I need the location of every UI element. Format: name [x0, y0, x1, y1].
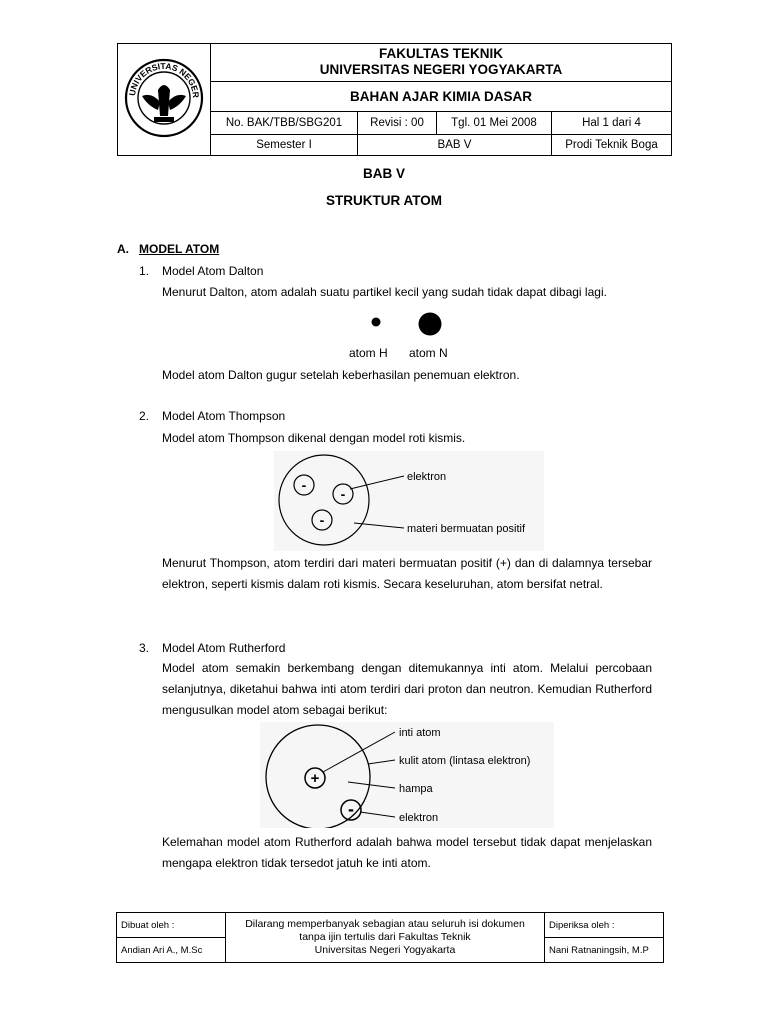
- item-2-paragraph-1: Model atom Thompson dikenal dengan model roti kismis.: [162, 431, 466, 445]
- plus-sign: +: [310, 770, 320, 787]
- notice-line-3: Universitas Negeri Yogyakarta: [314, 944, 456, 956]
- revision: Revisi : 00: [358, 112, 437, 135]
- label-void: hampa: [399, 783, 433, 795]
- notice-line-2: tanpa ijin tertulis dari Fakultas Teknik: [299, 931, 471, 943]
- electron-sign: -: [340, 486, 346, 502]
- made-by-name: Andian Ari A., M.Sc: [117, 938, 226, 963]
- logo-cell: [118, 44, 211, 156]
- item-1-paragraph-2: Model atom Dalton gugur setelah keberhasilan penemuan elektron.: [162, 368, 520, 382]
- label-shell: kulit atom (lintasa elektron): [399, 755, 531, 767]
- label-nucleus: inti atom: [399, 727, 441, 739]
- item-1-paragraph-1: Menurut Dalton, atom adalah suatu partikel kecil yang sudah tidak dapat dibagi lagi.: [162, 285, 607, 299]
- caption-atom-h: atom H: [349, 346, 388, 360]
- minus-sign: -: [348, 799, 354, 819]
- page-number: Hal 1 dari 4: [552, 112, 672, 135]
- document-date: Tgl. 01 Mei 2008: [437, 112, 552, 135]
- item-2-number: 2.: [139, 409, 150, 423]
- item-3-paragraph-1: Model atom semakin berkembang dengan ditemukannya inti atom. Melalui percobaan selanjutnya, diketahui bahwa inti atom terdiri dari proton dan neutron. Kemudian Rutherford mengusulkan model atom sebagai berikut:: [162, 661, 652, 717]
- chapter-cell: BAB V: [358, 135, 552, 156]
- notice-line-1: Dilarang memperbanyak sebagian atau seluruh isi dokumen: [245, 918, 525, 930]
- faculty-university-cell: [211, 44, 672, 82]
- item-2-title: Model Atom Thompson: [162, 409, 286, 423]
- rutherford-figure: [260, 722, 554, 828]
- svg-text:UNIVERSITAS NEGERI YOGYAKARTA: UNIVERSITAS NEGER: [127, 60, 202, 99]
- caption-atom-n: atom N: [409, 346, 448, 360]
- label-electron: elektron: [399, 812, 439, 824]
- program: Prodi Teknik Boga: [552, 135, 672, 156]
- document-title: BAHAN AJAR KIMIA DASAR: [211, 81, 672, 111]
- chapter-subtitle: STRUKTUR ATOM: [326, 193, 442, 208]
- electron-sign: -: [319, 512, 325, 528]
- item-3-number: 3.: [139, 641, 150, 655]
- university-logo: [118, 44, 210, 152]
- chapter-title: BAB V: [362, 166, 405, 181]
- semester: Semester I: [211, 135, 358, 156]
- checked-by-name: Nani Ratnaningsih, M.P: [545, 938, 664, 963]
- document-number: No. BAK/TBB/SBG201: [211, 112, 358, 135]
- university-name: UNIVERSITAS NEGERI YOGYAKARTA: [319, 62, 563, 78]
- atom-h-dot: [372, 318, 381, 327]
- faculty-name: FAKULTAS TEKNIK: [379, 46, 503, 62]
- section-a-letter: A.: [117, 242, 129, 256]
- document-footer: [116, 912, 664, 963]
- section-a-title: MODEL ATOM: [139, 242, 220, 256]
- made-by-label: Dibuat oleh :: [117, 913, 226, 938]
- item-1-number: 1.: [139, 264, 150, 278]
- electron-sign: -: [301, 477, 307, 493]
- checked-by-label: Diperiksa oleh :: [545, 913, 664, 938]
- dalton-figure: [364, 307, 450, 341]
- atom-n-dot: [419, 313, 442, 336]
- item-1-title: Model Atom Dalton: [162, 264, 264, 278]
- copyright-notice: [226, 913, 545, 963]
- document-header: [117, 43, 672, 156]
- label-positive-matter: materi bermuatan positif: [407, 523, 525, 535]
- item-3-title: Model Atom Rutherford: [162, 641, 286, 655]
- label-electron: elektron: [407, 471, 447, 483]
- thompson-figure: [274, 451, 544, 551]
- item-3-paragraph-2: Kelemahan model atom Rutherford adalah bahwa model tersebut tidak dapat menjelaskan mengapa elektron tidak tersedot jatuh ke inti atom.: [162, 835, 652, 870]
- item-2-paragraph-2: Menurut Thompson, atom terdiri dari materi bermuatan positif (+) dan di dalamnya tersebar elektron, seperti kismis dalam roti kismis. Secara keseluruhan, atom bersifat netral.: [162, 556, 652, 591]
